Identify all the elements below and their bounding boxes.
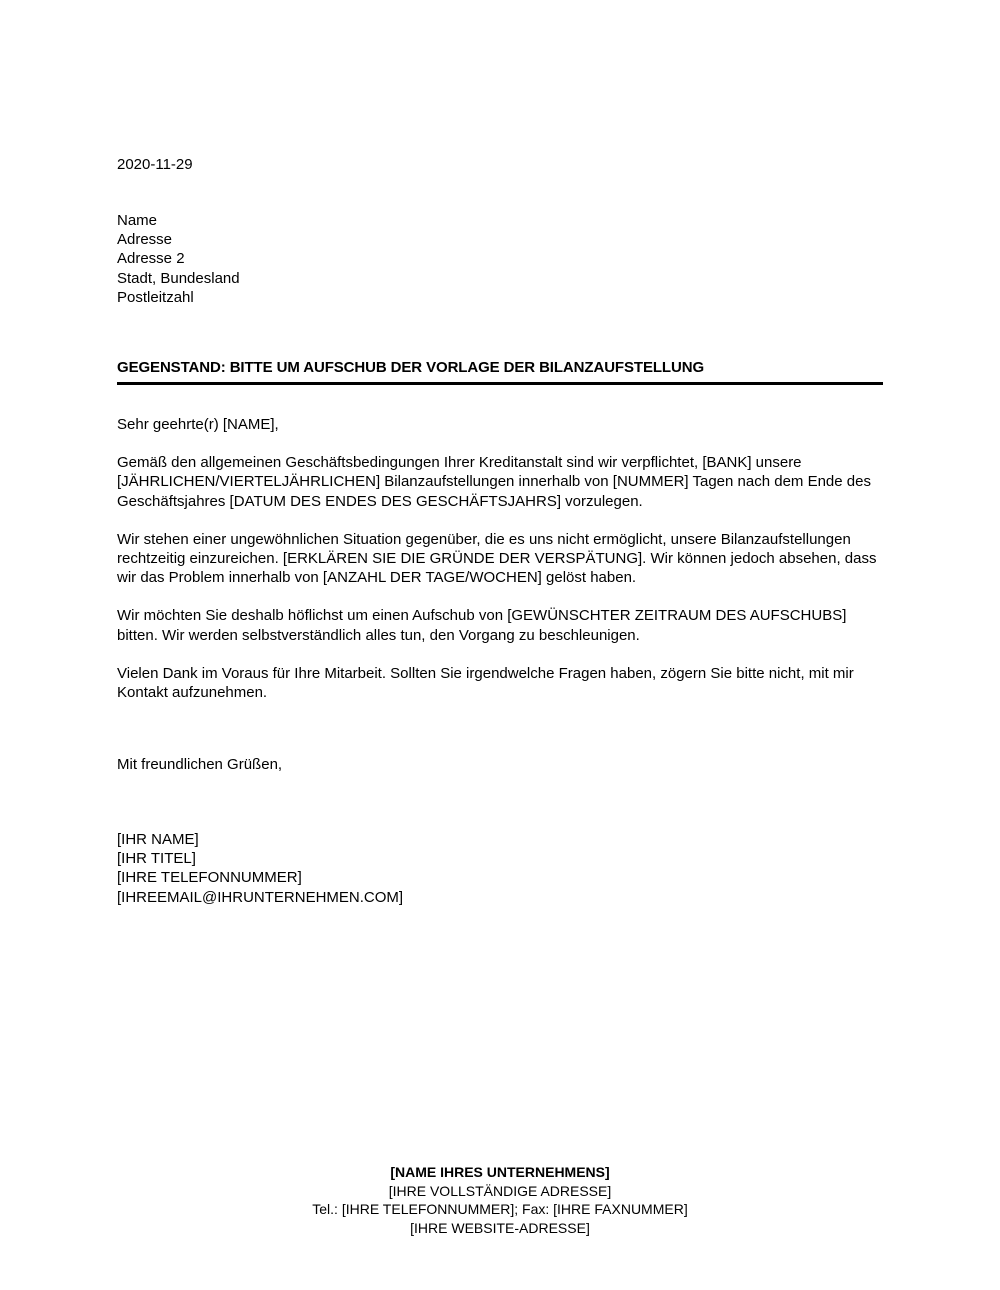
signature-title: [IHR TITEL] xyxy=(117,850,196,868)
subject-heading: GEGENSTAND: BITTE UM AUFSCHUB DER VORLAGE DER BILANZAUFSTELLUNG xyxy=(117,359,705,376)
salutation: Sehr geehrte(r) [NAME], xyxy=(117,416,279,433)
body-paragraph-3: Wir möchten Sie deshalb höflichst um einen Aufschub von [GEWÜNSCHTER ZEITRAUM DES AUFSCHUBS] bitten. Wir werden selbstverständlich alles tun, den Vorgang zu beschleunigen. xyxy=(117,607,847,644)
address-line-street: Adresse xyxy=(117,231,173,249)
footer-company-name: [NAME IHRES UNTERNEHMENS] xyxy=(390,1164,610,1180)
subject-divider xyxy=(117,382,883,385)
signature-email: [IHREEMAIL@IHRUNTERNEHMEN.COM] xyxy=(117,888,404,906)
recipient-address-block xyxy=(117,211,240,307)
body-paragraph-2: Wir stehen einer ungewöhnlichen Situation gegenüber, die es uns nicht ermöglicht, unsere Bilanzaufstellungen rechtzeitig einzureichen. [ERKLÄREN SIE DIE GRÜNDE DER VERSPÄTUNG]. Wir können jedoch absehen, dass wir das Problem innerhalb von [ANZAHL DER TAGE/WOCHEN] gelöst haben. xyxy=(117,530,877,587)
body-paragraph-4: Vielen Dank im Voraus für Ihre Mitarbeit. Sollten Sie irgendwelche Fragen haben, zögern Sie bitte nicht, mit mir Kontakt aufzunehmen. xyxy=(117,664,854,702)
letter-body xyxy=(117,415,883,702)
letter-date: 2020-11-29 xyxy=(117,156,193,173)
signature-name: [IHR NAME] xyxy=(117,831,199,848)
subject-section xyxy=(117,358,883,385)
footer-phone-fax: Tel.: [IHRE TELEFONNUMMER]; Fax: [IHRE FAXNUMMER] xyxy=(312,1201,688,1217)
address-line-street2: Adresse 2 xyxy=(117,250,185,268)
signature-phone: [IHRE TELEFONNUMMER] xyxy=(117,869,302,887)
signature-block xyxy=(117,830,403,907)
body-paragraph-1: Gemäß den allgemeinen Geschäftsbedingungen Ihrer Kreditanstalt sind wir verpflichtet, [BANK] unsere [JÄHRLICHEN/VIERTELJÄHRLICHEN] Bilanzaufstellungen innerhalb von [NUMMER] Tagen nach dem Ende des Geschäftsjahres [DATUM DES ENDES DES GESCHÄFTSJAHRS] vorzulegen. xyxy=(117,454,871,510)
address-line-postal-code: Postleitzahl xyxy=(117,288,194,306)
closing-salutation: Mit freundlichen Grüßen, xyxy=(117,756,283,773)
footer-address: [IHRE VOLLSTÄNDIGE ADRESSE] xyxy=(388,1182,612,1199)
page-footer xyxy=(0,1163,1000,1237)
footer-website: [IHRE WEBSITE-ADRESSE] xyxy=(410,1219,590,1236)
address-line-city-state: Stadt, Bundesland xyxy=(117,269,240,287)
address-line-name: Name xyxy=(117,212,158,229)
